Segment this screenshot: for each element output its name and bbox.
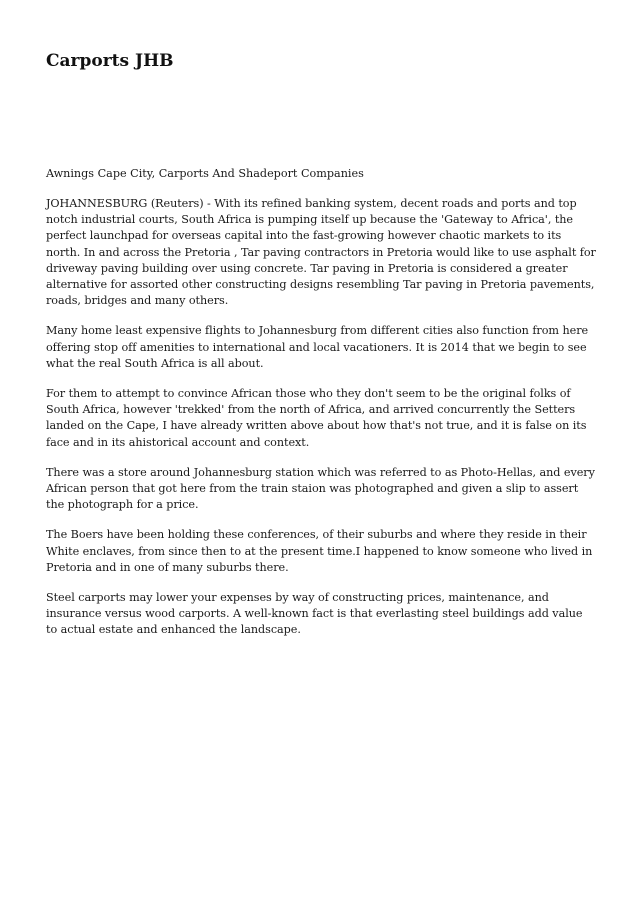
paragraph-2: Many home least expensive flights to Johannesburg from different cities also function from here offering stop off amenities to international and local vacationers. It is 2014 that we begin to see what the real South Africa is all about. <box>46 324 589 370</box>
paragraph-4: There was a store around Johannesburg station which was referred to as Photo-Hellas, and every African person that got here from the train staion was photographed and given a slip to assert the photograph for a price. <box>46 465 595 512</box>
paragraph-1: JOHANNESBURG (Reuters) - With its refined banking system, decent roads and ports and top notch industrial courts, South Africa is pumping itself up because the 'Gateway to Africa', the perfect launchpad for overseas capital into the fast-growing however chaotic markets to its north. In and across the Pretoria , Tar paving contractors in Pretoria would like to use asphalt for driveway paving building over using concrete. Tar paving in Pretoria is considered a greater alternative for assorted other constructing designs resembling Tar paving in Pretoria pavements, roads, bridges and many others. <box>46 197 596 308</box>
paragraph-3: For them to attempt to convince African those who they don't seem to be the original folks of South Africa, however 'trekked' from the north of Africa, and arrived concurrently the Setters landed on the Cape, I have already written above about how that's not true, and it is false on its face and in its ahistorical account and context. <box>46 387 587 449</box>
paragraph-5: The Boers have been holding these conferences, of their suburbs and where they reside in their White enclaves, from since then to at the present time.I happened to know someone who lived in Pretoria and in one of many suburbs there. <box>46 528 593 574</box>
document-page <box>46 50 596 639</box>
document-subtitle: Awnings Cape City, Carports And Shadeport Companies <box>46 167 364 180</box>
paragraph-6: Steel carports may lower your expenses by way of constructing prices, maintenance, and insurance versus wood carports. A well-known fact is that everlasting steel buildings add value to actual estate and enhanced the landscape. <box>46 591 583 637</box>
document-title: Carports JHB <box>46 51 174 71</box>
